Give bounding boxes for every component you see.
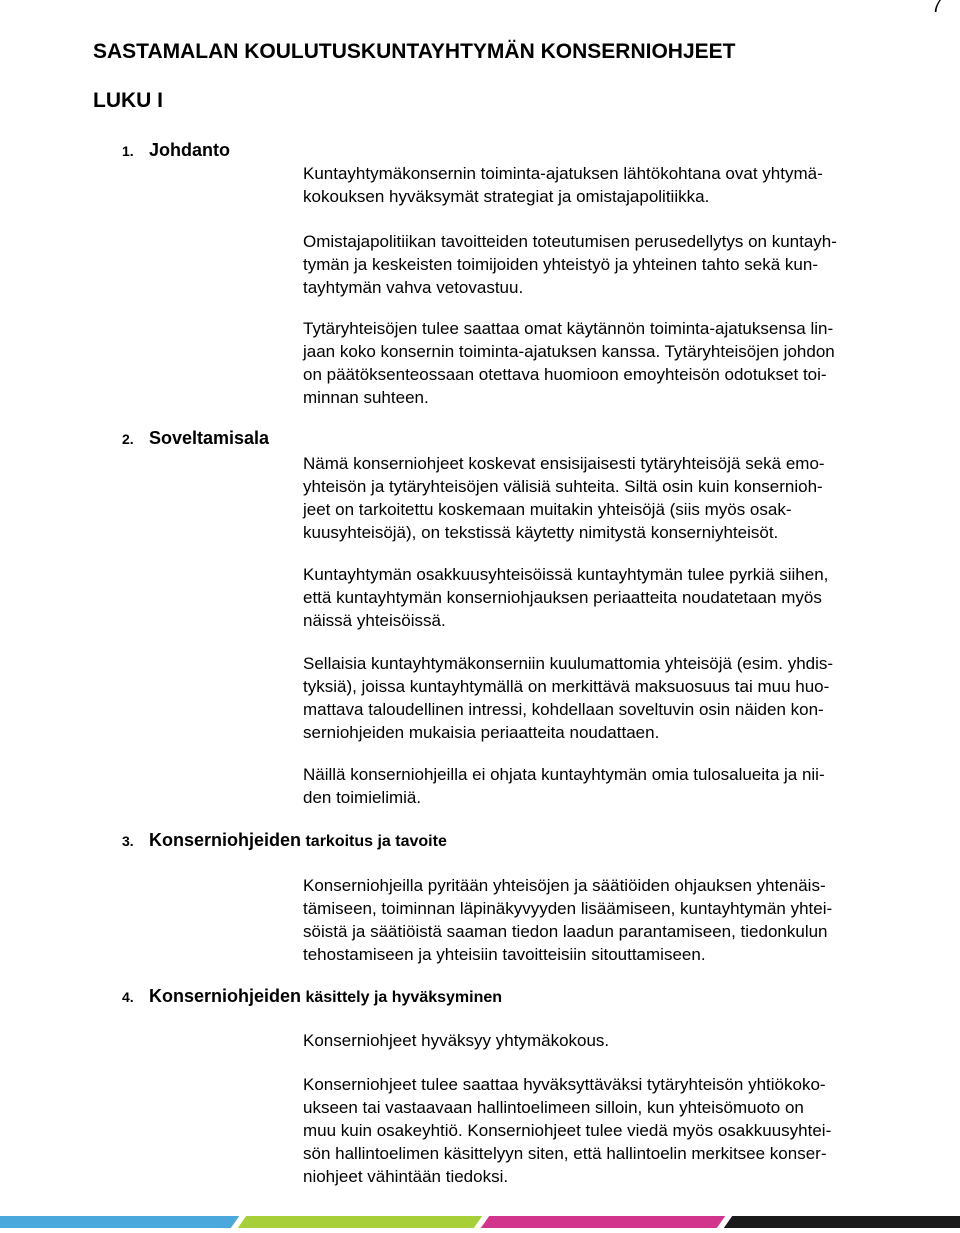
paragraph-line: sön hallintoelimen käsittelyyn siten, että hallintoelin merkitsee konser- [303,1144,827,1163]
paragraph [303,1073,918,1188]
paragraph-line: den toimielimiä. [303,788,422,807]
paragraph [303,317,918,409]
section-title: Konserniohjeiden [149,830,302,850]
section-number: 4. [122,989,134,1005]
section-title-suffix: käsittely ja hyväksyminen [305,989,503,1006]
paragraph [303,763,918,809]
paragraph-line: Sellaisia kuntayhtymäkonserniin kuulumattomia yhteisöjä (esim. yhdis- [303,654,834,673]
paragraph-line: tayhtymän vahva vetovastuu. [303,278,524,297]
section-title: Johdanto [149,140,230,160]
footer-color-stripe [0,1216,960,1228]
paragraph-line: minnan suhteen. [303,388,429,407]
section-heading-tarkoitus [122,830,447,851]
paragraph-line: mattava taloudellinen intressi, kohdellaan soveltuvin osin näiden kon- [303,700,824,719]
paragraph [303,230,918,299]
paragraph-line: ukseen tai vastaavaan hallintoelimeen silloin, kun yhteisömuoto on [303,1098,804,1117]
paragraph-line: serniohjeiden mukaisia periaatteita noudattaen. [303,723,660,742]
paragraph-line: söistä ja säätiöistä saaman tiedon laadun parantamiseen, tiedonkulun [303,922,828,941]
paragraph [303,162,918,208]
paragraph-line: Omistajapolitiikan tavoitteiden toteutumisen perusedellytys on kuntayh- [303,232,837,251]
paragraph-line: Konserniohjeet tulee saattaa hyväksyttäväksi tytäryhteisön yhtiökoko- [303,1075,826,1094]
paragraph-line: Nämä konserniohjeet koskevat ensisijaisesti tytäryhteisöjä sekä emo- [303,454,825,473]
footer-stripe-blue [0,1216,239,1228]
paragraph-line: tämiseen, toiminnan läpinäkyvyyden lisäämiseen, kuntayhtymän yhtei- [303,899,833,918]
section-title: Soveltamisala [149,428,270,448]
footer-stripe-magenta [481,1216,725,1228]
paragraph-line: yhteisön ja tytäryhteisöjen välisiä suhteita. Siltä osin kuin konsernioh- [303,477,823,496]
section-number: 3. [122,833,134,849]
paragraph [303,1029,918,1052]
paragraph-line: jeet on tarkoitettu koskemaan muitakin yhteisöjä (siis myös osak- [303,500,792,519]
paragraph-line: tymän ja keskeisten toimijoiden yhteistyö ja yhteinen tahto sekä kun- [303,255,818,274]
paragraph-line: Kuntayhtymäkonsernin toiminta-ajatuksen lähtökohtana ovat yhtymä- [303,164,823,183]
section-heading-kasittely [122,986,502,1007]
paragraph-line: että kuntayhtymän konserniohjauksen periaatteita noudatetaan myös [303,588,822,607]
paragraph-line: Näillä konserniohjeilla ei ohjata kuntayhtymän omia tulosalueita ja nii- [303,765,825,784]
paragraph-line: Tytäryhteisöjen tulee saattaa omat käytännön toiminta-ajatuksensa lin- [303,319,834,338]
paragraph-line: jaan koko konsernin toiminta-ajatuksen kanssa. Tytäryhteisöjen johdon [303,342,835,361]
section-number: 1. [122,143,134,159]
paragraph [303,874,918,966]
paragraph-line: Konserniohjeilla pyritään yhteisöjen ja säätiöiden ohjauksen yhtenäis- [303,876,826,895]
paragraph-line: kuusyhteisöjä), on tekstissä käytetty nimitystä konserniyhteisöt. [303,523,779,542]
paragraph-line: tyksiä), joissa kuntayhtymällä on merkittävä maksuosuus tai muu huo- [303,677,830,696]
section-title: Konserniohjeiden [149,986,302,1006]
paragraph-line: muu kuin osakeyhtiö. Konserniohjeet tulee viedä myös osakkuusyhtei- [303,1121,832,1140]
paragraph-line: tehostamiseen ja yhteisiin tavoitteisiin sitouttamiseen. [303,945,706,964]
paragraph-line: on päätöksenteossaan otettava huomioon emoyhteisön odotukset toi- [303,365,827,384]
paragraph-line: Konserniohjeet hyväksyy yhtymäkokous. [303,1031,610,1050]
section-title-suffix: tarkoitus ja tavoite [305,833,447,850]
paragraph-line: kokouksen hyväksymät strategiat ja omistajapolitiikka. [303,187,710,206]
footer-stripe-black [724,1216,960,1228]
section-number: 2. [122,431,134,447]
document-title: SASTAMALAN KOULUTUSKUNTAYHTYMÄN KONSERNIOHJEET [93,40,736,63]
section-heading-johdanto [122,140,230,161]
paragraph-line: näissä yhteisöissä. [303,611,446,630]
page-number: 7 [931,0,942,17]
paragraph-line: niohjeet vähintään tiedoksi. [303,1167,509,1186]
section-heading-soveltamisala [122,428,269,449]
footer-stripe-green [238,1216,482,1228]
paragraph [303,652,918,744]
chapter-heading: LUKU I [93,89,163,112]
paragraph [303,563,918,632]
paragraph [303,452,918,544]
paragraph-line: Kuntayhtymän osakkuusyhteisöissä kuntayhtymän tulee pyrkiä siihen, [303,565,829,584]
